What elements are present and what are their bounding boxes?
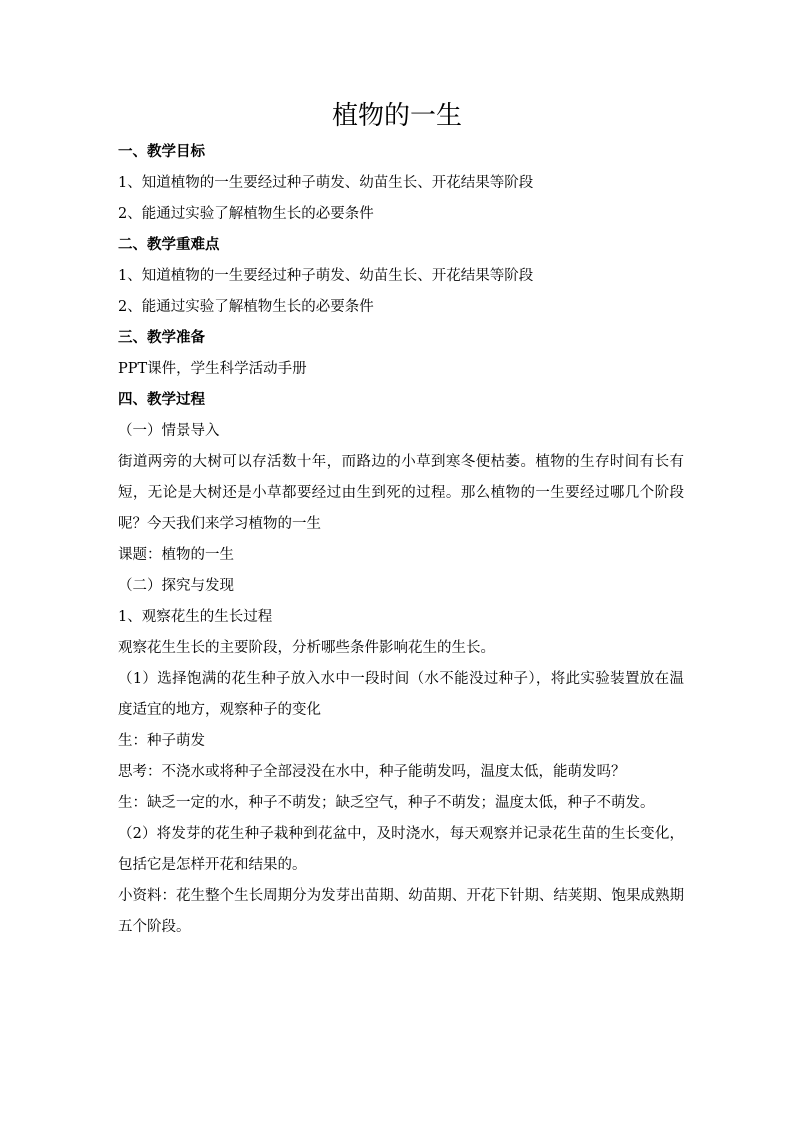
key-point-item-2: 2、能通过实验了解植物生长的必要条件 [118, 299, 374, 315]
section-heading-key-points: 二、教学重难点 [118, 237, 220, 253]
paragraph-introduction: 街道两旁的大树可以存活数十年，而路边的小草到寒冬便枯萎。植物的生存时间有长有短，无论是大树还是小草都要经过由生到死的过程。那么植物的一生要经过哪几个阶段呢？今天我们来学习植物的一生 [118, 454, 684, 532]
lesson-topic: 课题：植物的一生 [118, 547, 234, 563]
objective-item-1: 1、知道植物的一生要经过种子萌发、幼苗生长、开花结果等阶段 [118, 175, 534, 191]
activity-instruction: 观察花生生长的主要阶段，分析哪些条件影响花生的生长。 [118, 640, 495, 656]
student-answer-germination: 生：种子萌发 [118, 733, 205, 749]
subsection-exploration: （二）探究与发现 [118, 578, 234, 594]
key-point-item-1: 1、知道植物的一生要经过种子萌发、幼苗生长、开花结果等阶段 [118, 268, 534, 284]
document-title: 植物的一生 [331, 101, 462, 131]
document-body [118, 137, 684, 943]
activity-title: 1、观察花生的生长过程 [118, 609, 273, 625]
section-heading-process: 四、教学过程 [118, 392, 205, 408]
thinking-question: 思考：不浇水或将种子全部浸没在水中，种子能萌发吗，温度太低，能萌发吗？ [118, 764, 626, 780]
section-heading-preparation: 三、教学准备 [118, 330, 205, 346]
objective-item-2: 2、能通过实验了解植物生长的必要条件 [118, 206, 374, 222]
step-2-paragraph: （2）将发芽的花生种子栽种到花盆中，及时浇水，每天观察并记录花生苗的生长变化，包括它是怎样开花和结果的。 [118, 826, 684, 873]
section-heading-objectives: 一、教学目标 [118, 144, 205, 160]
info-note-paragraph: 小资料：花生整个生长周期分为发芽出苗期、幼苗期、开花下针期、结荚期、饱果成熟期五个阶段。 [118, 888, 684, 935]
subsection-introduction: （一）情景导入 [118, 423, 220, 439]
student-answer-conditions: 生：缺乏一定的水，种子不萌发；缺乏空气，种子不萌发；温度太低，种子不萌发。 [118, 795, 655, 811]
step-1-paragraph: （1）选择饱满的花生种子放入水中一段时间（水不能没过种子），将此实验装置放在温度适宜的地方，观察种子的变化 [118, 671, 684, 718]
preparation-text: PPT课件，学生科学活动手册 [118, 361, 307, 377]
